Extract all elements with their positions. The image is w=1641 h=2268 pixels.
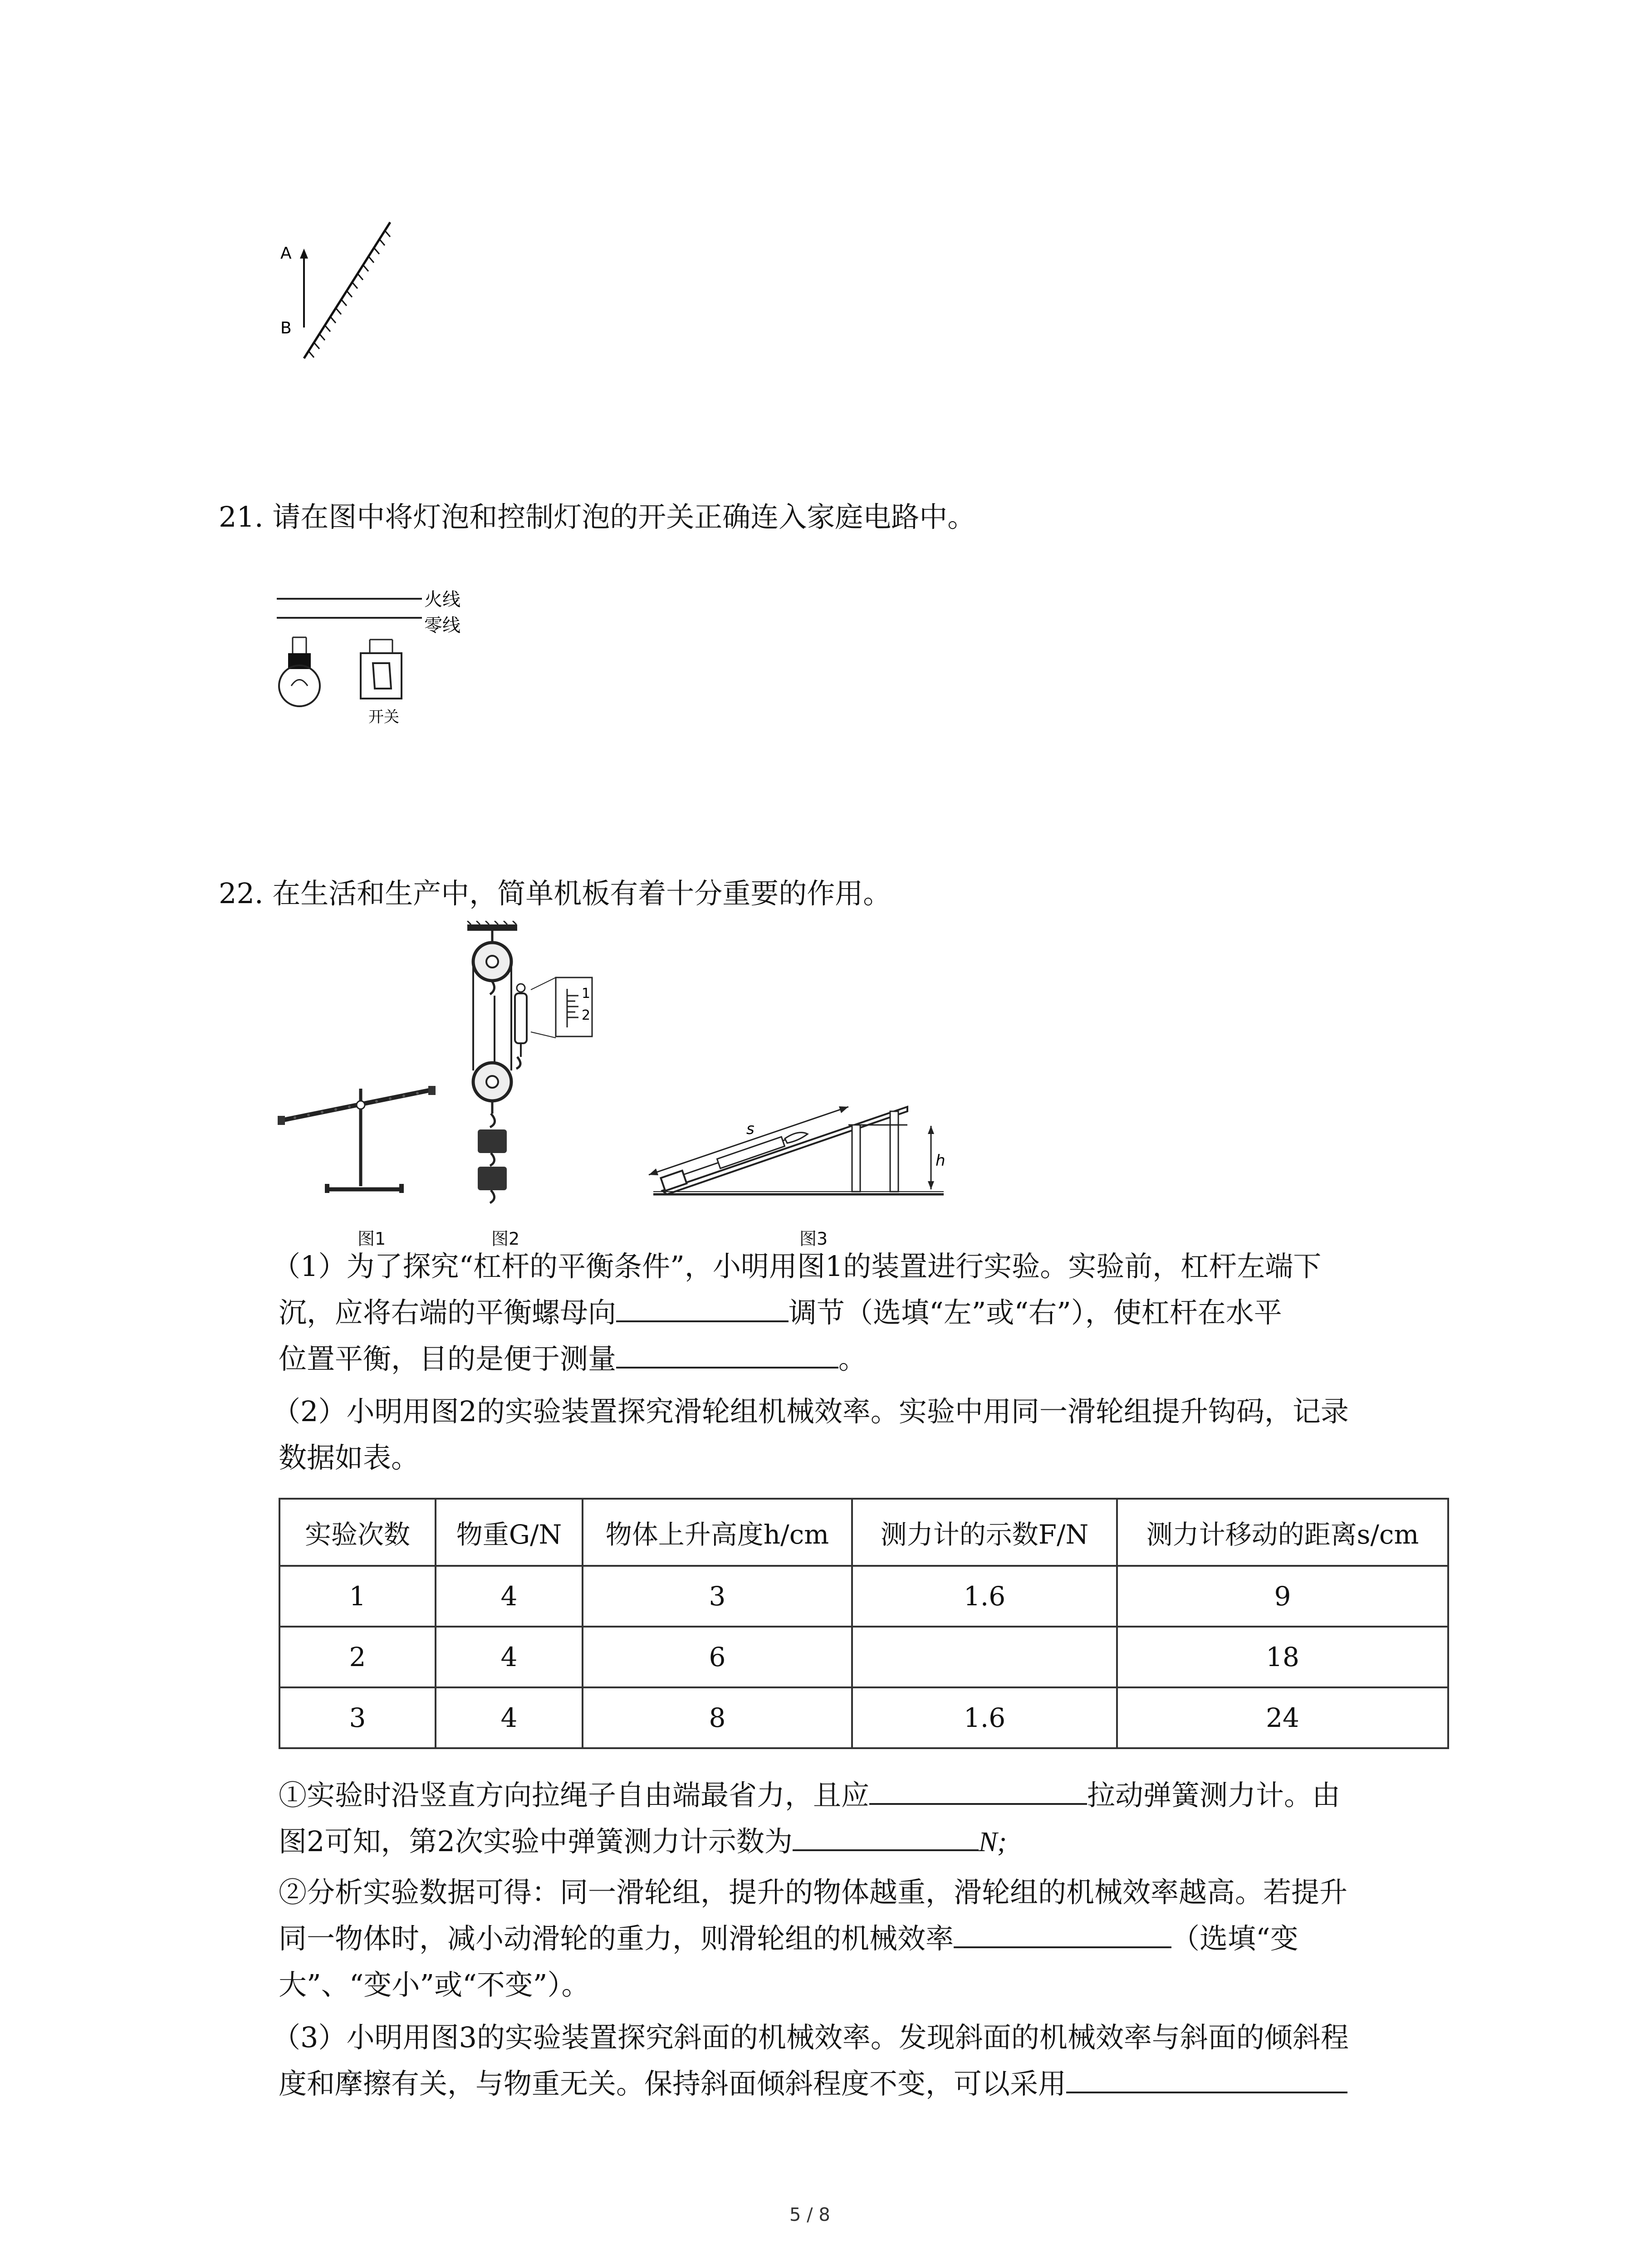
bulb-icon (279, 637, 320, 706)
table-row (279, 1687, 1448, 1748)
part3-line2: 度和摩擦有关，与物重无关。保持斜面倾斜程度不变，可以采用 (279, 2061, 1347, 2107)
table-header: 测力计移动的距离s/cm (1117, 1499, 1448, 1566)
table-cell: 6 (583, 1627, 852, 1687)
table-cell: 8 (583, 1687, 852, 1748)
incline-s-label: s (746, 1120, 754, 1138)
pulley-figure (458, 921, 612, 1211)
scale-mark-1: 1 (582, 986, 591, 1002)
lever-figure (277, 1048, 440, 1198)
table-cell: 3 (279, 1687, 436, 1748)
table-cell: 1.6 (852, 1566, 1117, 1627)
answer-blank-method[interactable] (1066, 2063, 1347, 2093)
question-22-text: 22. 在生活和生产中，简单机板有着十分重要的作用。 (219, 877, 892, 910)
sub2-line1: ②分析实验数据可得：同一滑轮组，提升的物体越重，滑轮组的机械效率越高。若提升 (279, 1876, 1348, 1909)
part2-line2: 数据如表。 (279, 1441, 420, 1474)
table-header: 测力计的示数F/N (852, 1499, 1117, 1566)
table-header: 实验次数 (279, 1499, 436, 1566)
table-cell: 4 (436, 1687, 583, 1748)
data-table (279, 1498, 1449, 1749)
table-cell: 1 (279, 1566, 436, 1627)
table-cell: 1.6 (852, 1687, 1117, 1748)
part2-line1: （2）小明用图2的实验装置探究滑轮组机械效率。实验中用同一滑轮组提升钩码，记录 (272, 1395, 1349, 1428)
table-cell: 24 (1117, 1687, 1448, 1748)
label-b: B (280, 319, 292, 337)
answer-blank-efficiency[interactable] (954, 1918, 1171, 1948)
label-a: A (280, 244, 292, 263)
table-header: 物体上升高度h/cm (583, 1499, 852, 1566)
table-cell-blank[interactable] (852, 1627, 1117, 1687)
table-header-row (279, 1499, 1448, 1566)
scale-mark-2: 2 (582, 1007, 591, 1023)
table-cell: 3 (583, 1566, 852, 1627)
table-cell: 18 (1117, 1627, 1448, 1687)
switch-label: 开关 (368, 708, 399, 726)
circuit-figure (272, 581, 508, 753)
mirror-figure (272, 213, 408, 367)
fig2-caption: 图2 (491, 1229, 520, 1249)
sub1-line2: 图2可知，第2次实验中弹簧测力计示数为 N; (279, 1819, 1007, 1865)
fig1-caption: 图1 (358, 1229, 386, 1249)
answer-blank-reading[interactable] (793, 1821, 979, 1851)
answer-blank-manner[interactable] (869, 1775, 1087, 1805)
part1-line1: （1）为了探究“杠杆的平衡条件”，小明用图1的装置进行实验。实验前，杠杆左端下 (272, 1250, 1322, 1283)
live-wire-label: 火线 (424, 589, 460, 610)
table-row (279, 1627, 1448, 1687)
incline-h-label: h (936, 1152, 945, 1170)
part1-line2: 沉，应将右端的平衡螺母向 调节（选填“左”或“右”），使杠杆在水平 (279, 1290, 1282, 1335)
answer-blank-measure[interactable] (616, 1339, 838, 1369)
table-row (279, 1566, 1448, 1627)
table-cell: 2 (279, 1627, 436, 1687)
sub2-line3: 大”、“变小”或“不变”）。 (279, 1968, 590, 2001)
table-header: 物重G/N (436, 1499, 583, 1566)
neutral-wire-label: 零线 (424, 615, 460, 636)
table-cell: 9 (1117, 1566, 1448, 1627)
page-number: 5 / 8 (789, 2204, 830, 2225)
sub1-line1: ①实验时沿竖直方向拉绳子自由端最省力，且应 拉动弹簧测力计。由 (279, 1773, 1340, 1818)
switch-icon (361, 640, 402, 699)
sub2-line2: 同一物体时，减小动滑轮的重力，则滑轮组的机械效率 （选填“变 (279, 1916, 1298, 1961)
table-cell: 4 (436, 1627, 583, 1687)
part1-line3: 位置平衡，目的是便于测量 。 (279, 1336, 867, 1382)
table-cell: 4 (436, 1566, 583, 1627)
answer-blank-direction[interactable] (616, 1292, 789, 1322)
question-21-text: 21. 请在图中将灯泡和控制灯泡的开关正确连入家庭电路中。 (219, 500, 976, 533)
part3-line1: （3）小明用图3的实验装置探究斜面的机械效率。发现斜面的机械效率与斜面的倾斜程 (272, 2021, 1349, 2054)
fig3-caption: 图3 (799, 1229, 828, 1249)
incline-figure (635, 1066, 953, 1202)
